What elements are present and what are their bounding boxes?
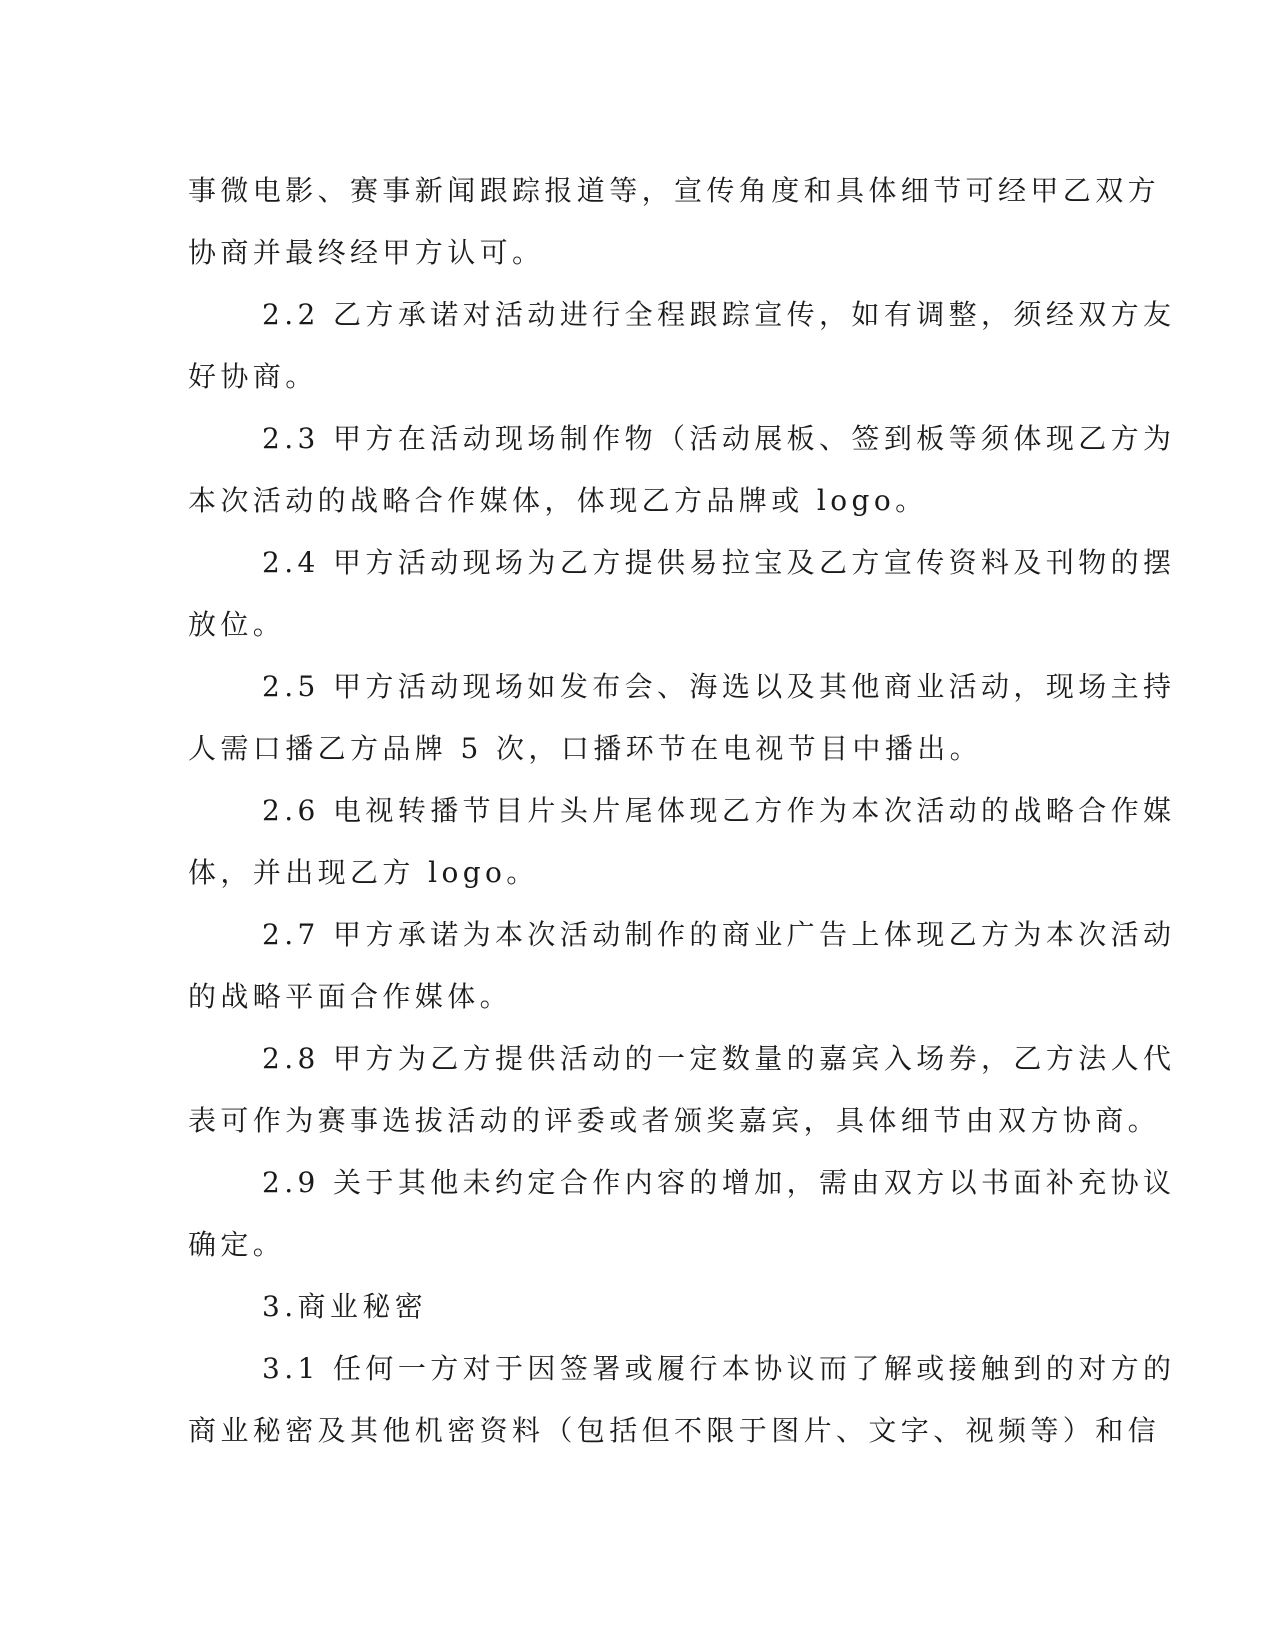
document-line: 的战略平面合作媒体。 <box>188 980 513 1013</box>
document-line: 本次活动的战略合作媒体，体现乙方品牌或 logo。 <box>188 484 928 517</box>
document-line: 事微电影、赛事新闻跟踪报道等，宣传角度和具体细节可经甲乙双方 <box>188 174 1161 207</box>
document-line: 2.2 乙方承诺对活动进行全程跟踪宣传，如有调整，须经双方友 <box>262 298 1176 331</box>
document-line: 商业秘密及其他机密资料（包括但不限于图片、文字、视频等）和信 <box>188 1414 1161 1447</box>
document-line: 放位。 <box>188 608 286 641</box>
document-line: 好协商。 <box>188 360 318 393</box>
document-line: 2.6 电视转播节目片头片尾体现乙方作为本次活动的战略合作媒 <box>262 794 1176 827</box>
document-line: 2.5 甲方活动现场如发布会、海选以及其他商业活动，现场主持 <box>262 670 1176 703</box>
document-line: 2.8 甲方为乙方提供活动的一定数量的嘉宾入场券，乙方法人代 <box>262 1042 1176 1075</box>
document-line: 体，并出现乙方 logo。 <box>188 856 539 889</box>
document-line: 确定。 <box>188 1228 286 1261</box>
document-line: 协商并最终经甲方认可。 <box>188 236 545 269</box>
document-line: 2.7 甲方承诺为本次活动制作的商业广告上体现乙方为本次活动 <box>262 918 1176 951</box>
document-line: 人需口播乙方品牌 5 次，口播环节在电视节目中播出。 <box>188 732 983 765</box>
document-line: 3.1 任何一方对于因签署或履行本协议而了解或接触到的对方的 <box>262 1352 1176 1385</box>
document-line: 2.4 甲方活动现场为乙方提供易拉宝及乙方宣传资料及刊物的摆 <box>262 546 1176 579</box>
document-line: 2.3 甲方在活动现场制作物（活动展板、签到板等须体现乙方为 <box>262 422 1176 455</box>
document-body <box>188 160 1176 1462</box>
document-line: 表可作为赛事选拔活动的评委或者颁奖嘉宾，具体细节由双方协商。 <box>188 1104 1161 1137</box>
document-line: 3.商业秘密 <box>262 1290 428 1323</box>
document-line: 2.9 关于其他未约定合作内容的增加，需由双方以书面补充协议 <box>262 1166 1176 1199</box>
